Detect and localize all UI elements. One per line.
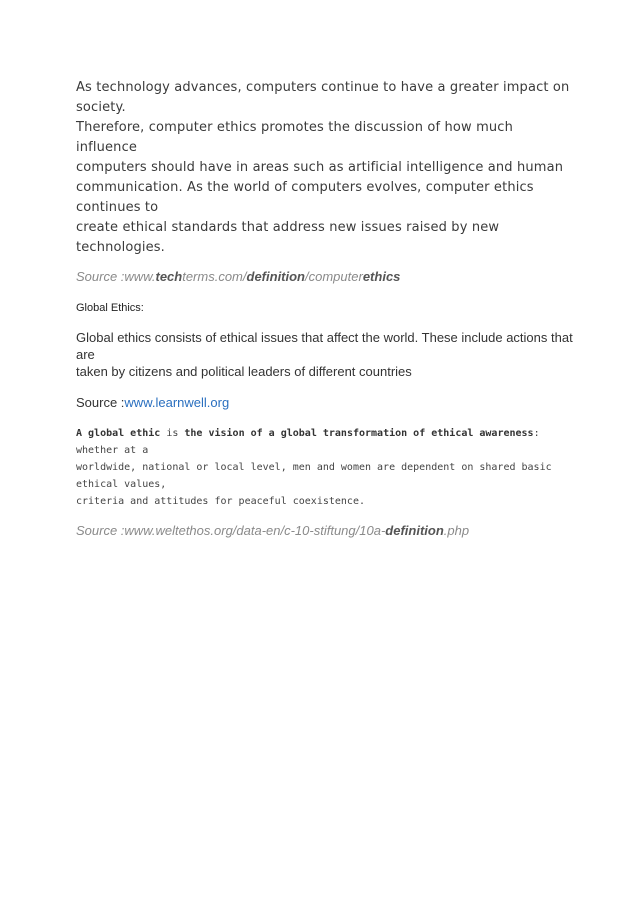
source-terms: terms.com/ xyxy=(182,269,247,284)
paragraph-line: Therefore, computer ethics promotes the discussion of how much influence xyxy=(76,120,513,155)
source-prefix: Source :www.weltethos.org/data-en/c-10-stiftung/10a- xyxy=(76,523,386,538)
source-bold-tech: tech xyxy=(155,269,183,284)
paragraph-line: create ethical standards that address new issues raised by new technologies. xyxy=(76,220,500,255)
source-suffix: .php xyxy=(443,523,470,538)
global-ethics-heading: Global Ethics: xyxy=(76,302,144,314)
source-prefix: Source : xyxy=(76,395,125,410)
paragraph-line: worldwide, national or local level, men and women are dependent on shared basic ethical values, xyxy=(76,462,552,490)
learnwell-link[interactable]: www.learnwell.org xyxy=(124,395,230,410)
computer-ethics-paragraph xyxy=(76,78,576,258)
paragraph-line: taken by citizens and political leaders of different countries xyxy=(76,364,412,379)
global-ethic-source xyxy=(76,522,576,540)
global-ethic-paragraph xyxy=(76,425,576,510)
paragraph-line: As technology advances, computers continue to have a greater impact on society. xyxy=(76,80,570,115)
source-bold-definition: definition xyxy=(246,269,306,284)
paragraph-line: Global ethics consists of ethical issues that affect the world. These include actions that are xyxy=(76,330,573,362)
text-is: is xyxy=(160,428,185,439)
paragraph-rest: : whether at a xyxy=(76,428,540,456)
source-bold-ethics: ethics xyxy=(362,269,401,284)
source-computer: /computer xyxy=(305,269,363,284)
global-ethics-source xyxy=(76,394,576,411)
document-page xyxy=(76,78,576,540)
paragraph-line: computers should have in areas such as artificial intelligence and human xyxy=(76,160,564,175)
source-bold-definition: definition xyxy=(385,523,444,538)
bold-vision: the vision of a global transformation of ethical awareness xyxy=(184,428,534,439)
global-ethics-paragraph xyxy=(76,329,576,380)
bold-term-global-ethic: A global ethic xyxy=(76,428,161,439)
paragraph-line: communication. As the world of computers evolves, computer ethics continues to xyxy=(76,180,534,215)
source-prefix: Source :www. xyxy=(76,269,156,284)
computer-ethics-source xyxy=(76,268,576,286)
paragraph-line: criteria and attitudes for peaceful coexistence. xyxy=(76,496,365,507)
